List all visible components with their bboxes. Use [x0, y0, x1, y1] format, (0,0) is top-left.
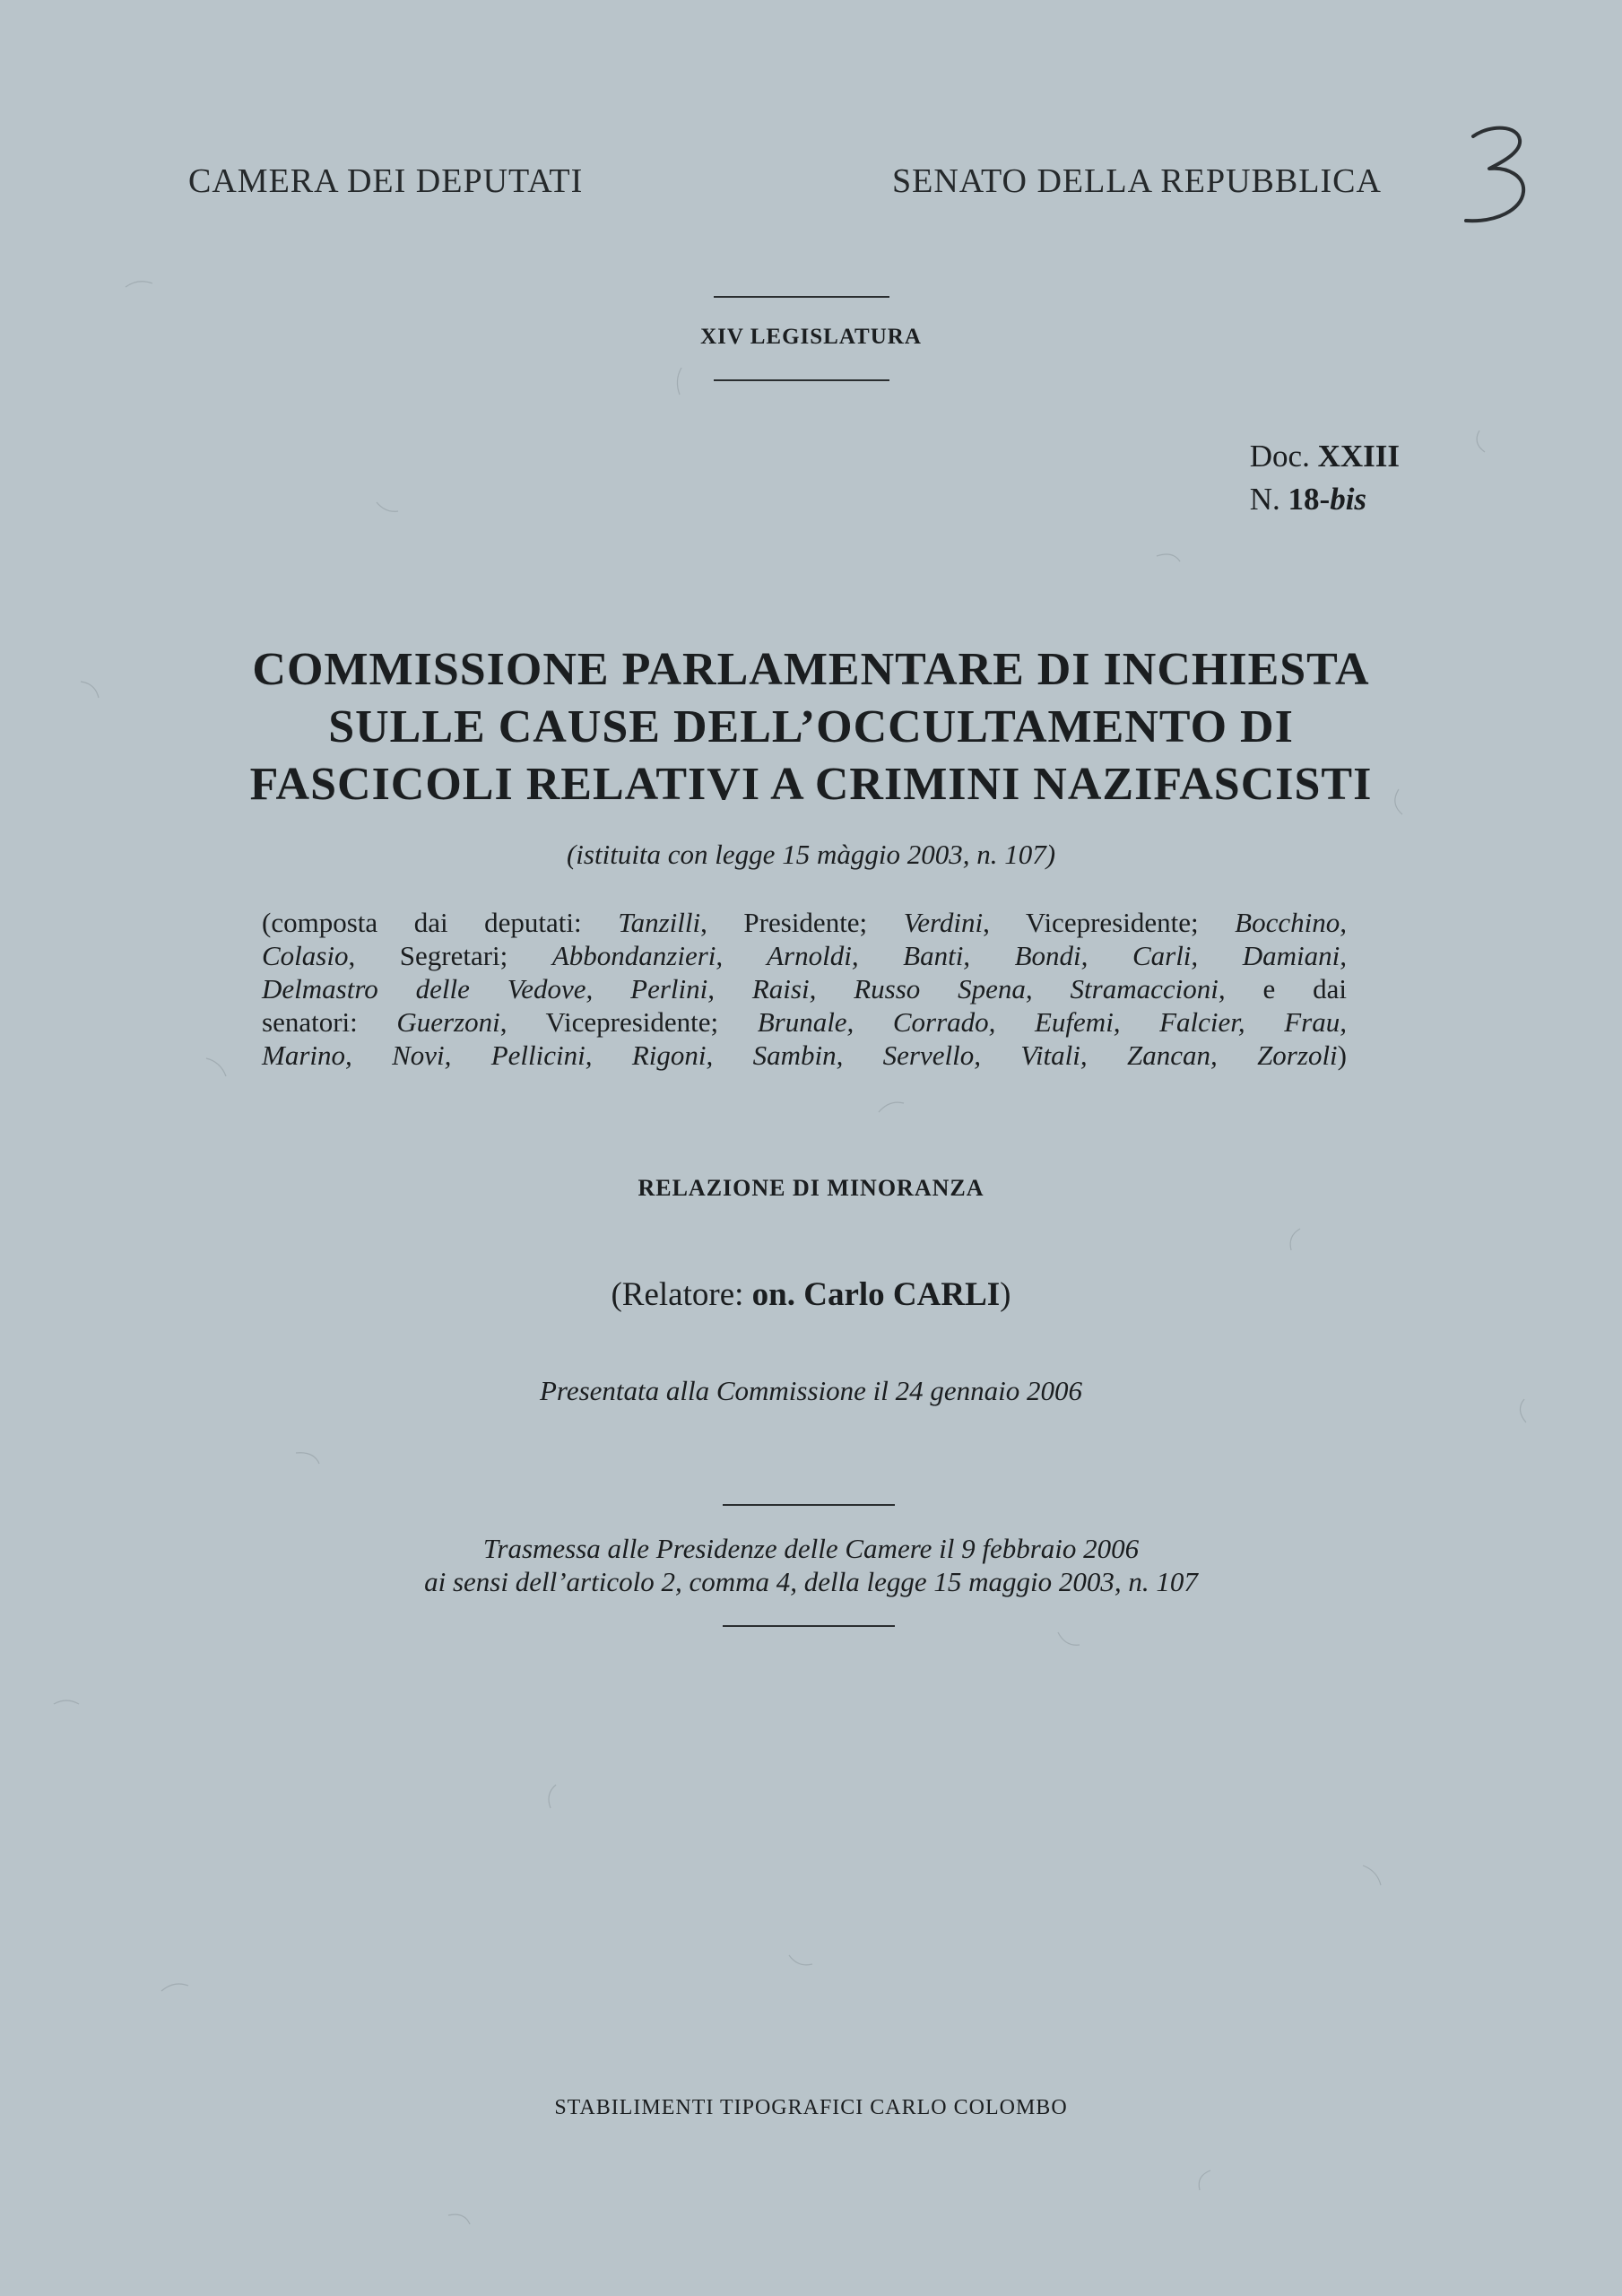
legislatura-label: XIV LEGISLATURA	[700, 325, 922, 349]
header-senate: SENATO DELLA REPUBBLICA	[892, 162, 1382, 200]
n-prefix: N.	[1249, 482, 1280, 517]
established-by-law: (istituita con legge 15 màggio 2003, n. 107)	[566, 839, 1056, 870]
handwritten-number-mark	[1448, 117, 1547, 242]
printer-imprint: STABILIMENTI TIPOGRAFICI CARLO COLOMBO	[554, 2096, 1068, 2119]
rule-above-legislatura	[714, 296, 889, 298]
commission-composition	[262, 906, 1347, 1072]
title-line-1: COMMISSIONE PARLAMENTARE DI INCHIESTA	[252, 644, 1370, 695]
title-line-2: SULLE CAUSE DELL’OCCULTAMENTO DI	[328, 701, 1294, 752]
commission-title	[0, 641, 1622, 813]
rule-below-transmission	[723, 1625, 895, 1627]
composition-line: Colasio, Segretari; Abbondanzieri, Arnoldi, Banti, Bondi, Carli, Damiani,	[262, 940, 1347, 971]
composition-line: Delmastro delle Vedove, Perlini, Raisi, Russo Spena, Stramaccioni, e dai	[262, 973, 1347, 1004]
doc-number: XXIII	[1317, 439, 1400, 474]
doc-line	[1250, 435, 1400, 478]
composition-line: Marino, Novi, Pellicini, Rigoni, Sambin, Servello, Vitali, Zancan, Zorzoli)	[262, 1039, 1347, 1071]
header-chamber-of-deputies: CAMERA DEI DEPUTATI	[188, 162, 584, 200]
transmission-note	[0, 1532, 1622, 1598]
title-line-3: FASCICOLI RELATIVI A CRIMINI NAZIFASCISTI	[249, 759, 1373, 810]
doc-prefix: Doc.	[1249, 439, 1310, 474]
composition-line: senatori: Guerzoni, Vicepresidente; Brunale, Corrado, Eufemi, Falcier, Frau,	[262, 1006, 1347, 1038]
report-type-heading: RELAZIONE DI MINORANZA	[638, 1175, 984, 1201]
rule-above-transmission	[723, 1504, 895, 1506]
rapporteur-suffix: )	[1000, 1276, 1011, 1313]
rapporteur-name: on. Carlo CARLI	[751, 1276, 1001, 1313]
composition-line: (composta dai deputati: Tanzilli, Presidente; Verdini, Vicepresidente; Bocchino,	[262, 907, 1347, 938]
n-line	[1250, 478, 1400, 521]
transmission-line-1: Trasmessa alle Presidenze delle Camere il 9 febbraio 2006	[482, 1533, 1140, 1564]
rapporteur	[0, 1275, 1622, 1314]
n-suffix: bis	[1330, 482, 1367, 517]
presentation-date: Presentata alla Commissione il 24 gennaio 2006	[539, 1375, 1083, 1406]
n-number: 18-	[1288, 482, 1331, 517]
rule-below-legislatura	[714, 379, 889, 381]
rapporteur-prefix: (Relatore:	[611, 1276, 752, 1313]
transmission-line-2: ai sensi dell’articolo 2, comma 4, della legge 15 maggio 2003, n. 107	[424, 1566, 1198, 1597]
document-number-block	[1250, 435, 1400, 521]
